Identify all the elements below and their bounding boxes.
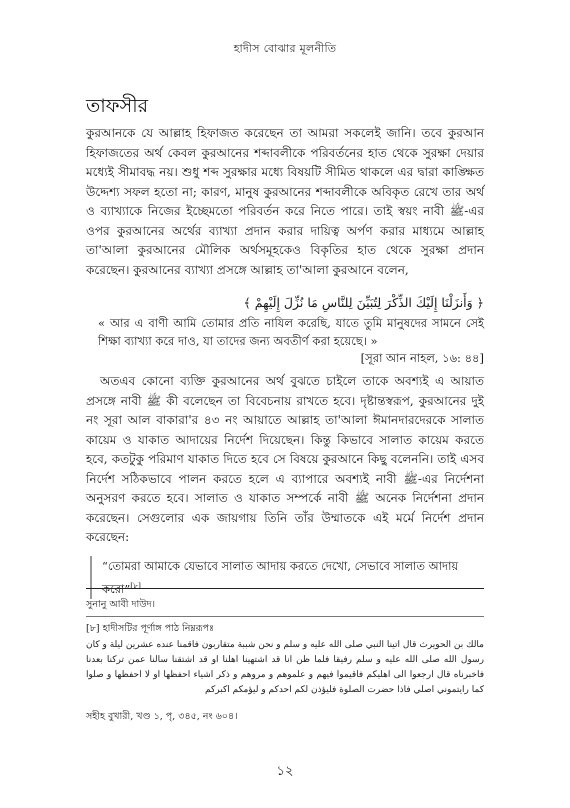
footnote-reference: সহীহ বুখারী, খণ্ড ১, পৃ, ৩৪৫, নং ৬০৪।: [86, 711, 238, 722]
hadith-quote-text: “তোমরা আমাকে যেভাবে সালাত আদায় করতে দেখো, সেভাবে সালাত আদায় করো”: [102, 559, 459, 596]
footnote-rule: [86, 616, 484, 617]
paragraph-2: অতএব কোনো ব্যক্তি কুরআনের অর্থ বুঝতে চাইলে তাকে অবশ্যই এ আয়াত প্রসঙ্গে নাবী ﷺ কী বলেছেন তা বিবেচনায় রাখতে হবে। দৃষ্টান্তস্বরূপ, কুরআনের দুই নং সূরা আল বাকারা'র ৪৩ নং আয়াতে আল্লাহ তা'আলা ঈমানদারদেরকে সালাত কায়েম ও যাকাত আদায়ের নির্দেশ দিয়েছেন। কিন্তু কিভাবে সালাত কায়েম করতে হবে, কতটুকু পরিমাণ যাকাত দিতে হবে সে বিষয়ে কুরআনে কিছু বলেননি। তাই এসব নির্দেশ সঠিকভাবে পালন করতে হলে এ ব্যাপারে অবশ্যই নাবী ﷺ-এর নির্দেশনা অনুসরণ করতে হবে। সালাত ও যাকাত সম্পর্কে নাবী ﷺ অনেক নির্দেশনা প্রদান করেছেন। সেগুলোর এক জায়গায় তিনি তাঁর উম্মাতকে এই মর্মে নির্দেশ প্রদান করেছেন:: [86, 374, 485, 544]
hadith-quote-block: [90, 556, 496, 599]
footnote-divider: [86, 588, 484, 589]
running-head: হাদীস বোঝার মূলনীতি: [233, 42, 337, 55]
verse-translation: « আর এ বাণী আমি তোমার প্রতি নাযিল করেছি, যাতে তুমি মানুষদের সামনে সেই শিক্ষা ব্যাখ্যা করে দাও, যা তাদের জন্য অবতীর্ণ করা হয়েছে। »: [98, 316, 484, 348]
arabic-verse: ﴿ وَأَنزَلْنَا إِلَيْكَ الذِّكْرَ لِتُبَيِّنَ لِلنَّاسِ مَا نُزِّلَ إِلَيْهِمْ ﴾: [243, 295, 484, 310]
page-number: ১২: [276, 764, 294, 779]
footnote-source: সুনানু আবী দাউদ।: [86, 599, 156, 610]
footnote-arabic-text: مالك بن الحويرث قال اتينا النبي صلى الله عليه و سلم و نحن شببة متقاربون فاقمنا عنده عشرين ليلة و كان رسول الله صلى الله عليه و سلم رفيقا فلما ظن انا قد اشتهينا اهلنا او قد اشتقنا سالنا عمن تركنا بعدنا فاخبرناه قال ارجعوا الى اهليكم فاقيموا فيهم و علموهم و مروهم و ذكر اشياء احفظها او لا احفظها و صلوا كما رايتموني اصلي فاذا حضرت الصلوة فليؤذن لكم احدكم و ليؤمكم اكبركم: [86, 640, 484, 695]
verse-citation: [সূরা আন নাহল, ১৬: ৪৪]: [360, 351, 484, 365]
section-title: তাফসীর: [86, 95, 149, 117]
paragraph-1: কুরআনকে যে আল্লাহ হিফাজত করেছেন তা আমরা সকলেই জানি। তবে কুরআন হিফাজতের অর্থ কেবল কুরআনের শব্দাবলীকে পরিবর্তনের হাত থেকে সুরক্ষা দেয়ার মধ্যেই সীমাবদ্ধ নয়। শুধু শব্দ সুরক্ষার মধ্যে বিষয়টি সীমিত থাকলে এর দ্বারা কাঙ্ক্ষিত উদ্দেশ্য সফল হতো না; কারণ, মানুষ কুরআনের শব্দাবলীকে অবিকৃত রেখে তার অর্থ ও ব্যাখ্যাকে নিজের ইচ্ছেমতো পরিবর্তন করে নিতে পারে। তাই স্বয়ং নাবী ﷺ-এর ওপর কুরআনের অর্থের ব্যাখ্যা প্রদান করার দায়িত্ব অর্পণ করার মাধ্যমে আল্লাহ তা'আলা কুরআনের মৌলিক অর্থসমূহকেও বিকৃতির হাত থেকে সুরক্ষা প্রদান করেছেন। কুরআনের ব্যাখ্যা প্রসঙ্গে আল্লাহ তা'আলা কুরআনে বলেন,: [86, 126, 484, 277]
footnote-marker[interactable]: [৮]: [130, 581, 141, 590]
footnote-label: [৮] হাদীসটির পূর্ণাঙ্গ পাঠ নিম্নরূপঃ: [86, 623, 215, 634]
